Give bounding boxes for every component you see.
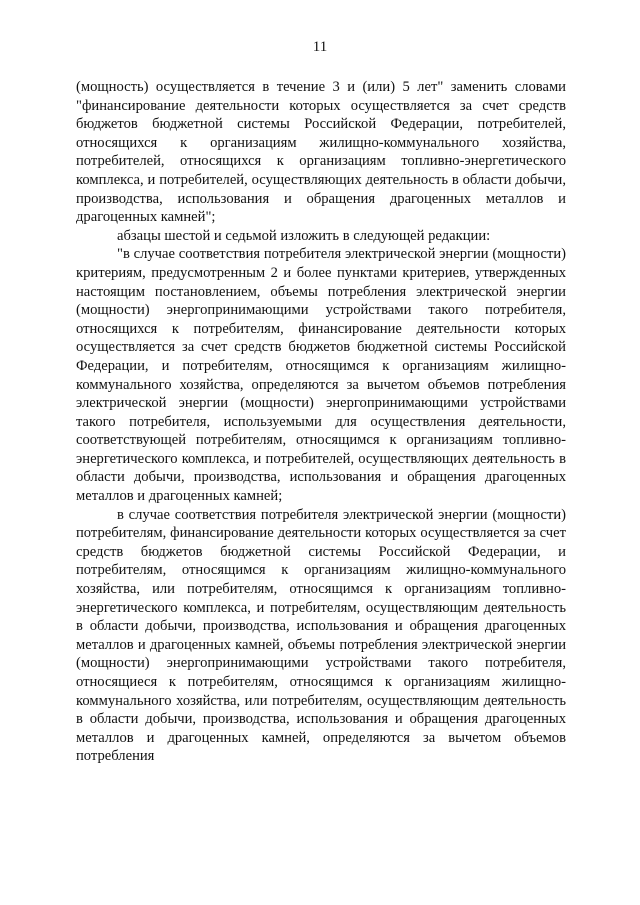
paragraph-continuation: (мощность) осуществляется в течение 3 и (или) 5 лет" заменить словами "финансирование деятельности которых осуществляется за счет средств бюджетов бюджетной системы Российской Федерации, потребителей, относящихся к организациям жилищно-коммунального хозяйства, потребителей, относящихся к организациям топливно-энергетического комплекса, и потребителей, осуществляющих деятельность в области добычи, производства, использования и обращения драгоценных металлов и драгоценных камней"; bbox=[76, 79, 566, 226]
page-number: 11 bbox=[312, 39, 328, 55]
paragraph-quoted-first: "в случае соответствия потребителя электрической энергии (мощности) критериям, предусмотренным 2 и более пунктами критериев, утвержденных настоящим постановлением, объемы потребления электрической энергии (мощности) энергопринимающими устройствами такого потребителя, относящихся к потребителям, финансирование деятельности которых осуществляется за счет средств бюджетов бюджетной системы Российской Федерации, и потребителям, относящимся к организациям жилищно-коммунального хозяйства, определяются за вычетом объемов потребления электрической энергии (мощности) энергопринимающими устройствами такого потребителя, используемыми для осуществления деятельности, соответствующей потребителям, относящимся к организациям топливно-энергетического комплекса, и потребителей, осуществляющих деятельность в области добычи, производства, использования и обращения драгоценных металлов и драгоценных камней; bbox=[76, 246, 566, 505]
paragraph-quoted-second: в случае соответствия потребителя электрической энергии (мощности) потребителям, финансирование деятельности которых осуществляется за счет средств бюджетов бюджетной системы Российской Федерации, и потребителям, относящимся к организациям жилищно-коммунального хозяйства, или потребителям, относящимся к организациям топливно-энергетического комплекса, и потребителям, осуществляющим деятельность в области добычи, производства, использования и обращения драгоценных металлов и драгоценных камней, объемы потребления электрической энергии (мощности) энергопринимающими устройствами такого потребителя, относящиеся к потребителям, относящимся к организациям жилищно-коммунального хозяйства, или потребителям, осуществляющим деятельность в области добычи, производства, использования и обращения драгоценных металлов и драгоценных камней, определяются за вычетом объемов потребления bbox=[76, 506, 566, 765]
paragraph-instruction: абзацы шестой и седьмой изложить в следующей редакции: bbox=[117, 227, 491, 244]
document-body bbox=[76, 78, 566, 766]
